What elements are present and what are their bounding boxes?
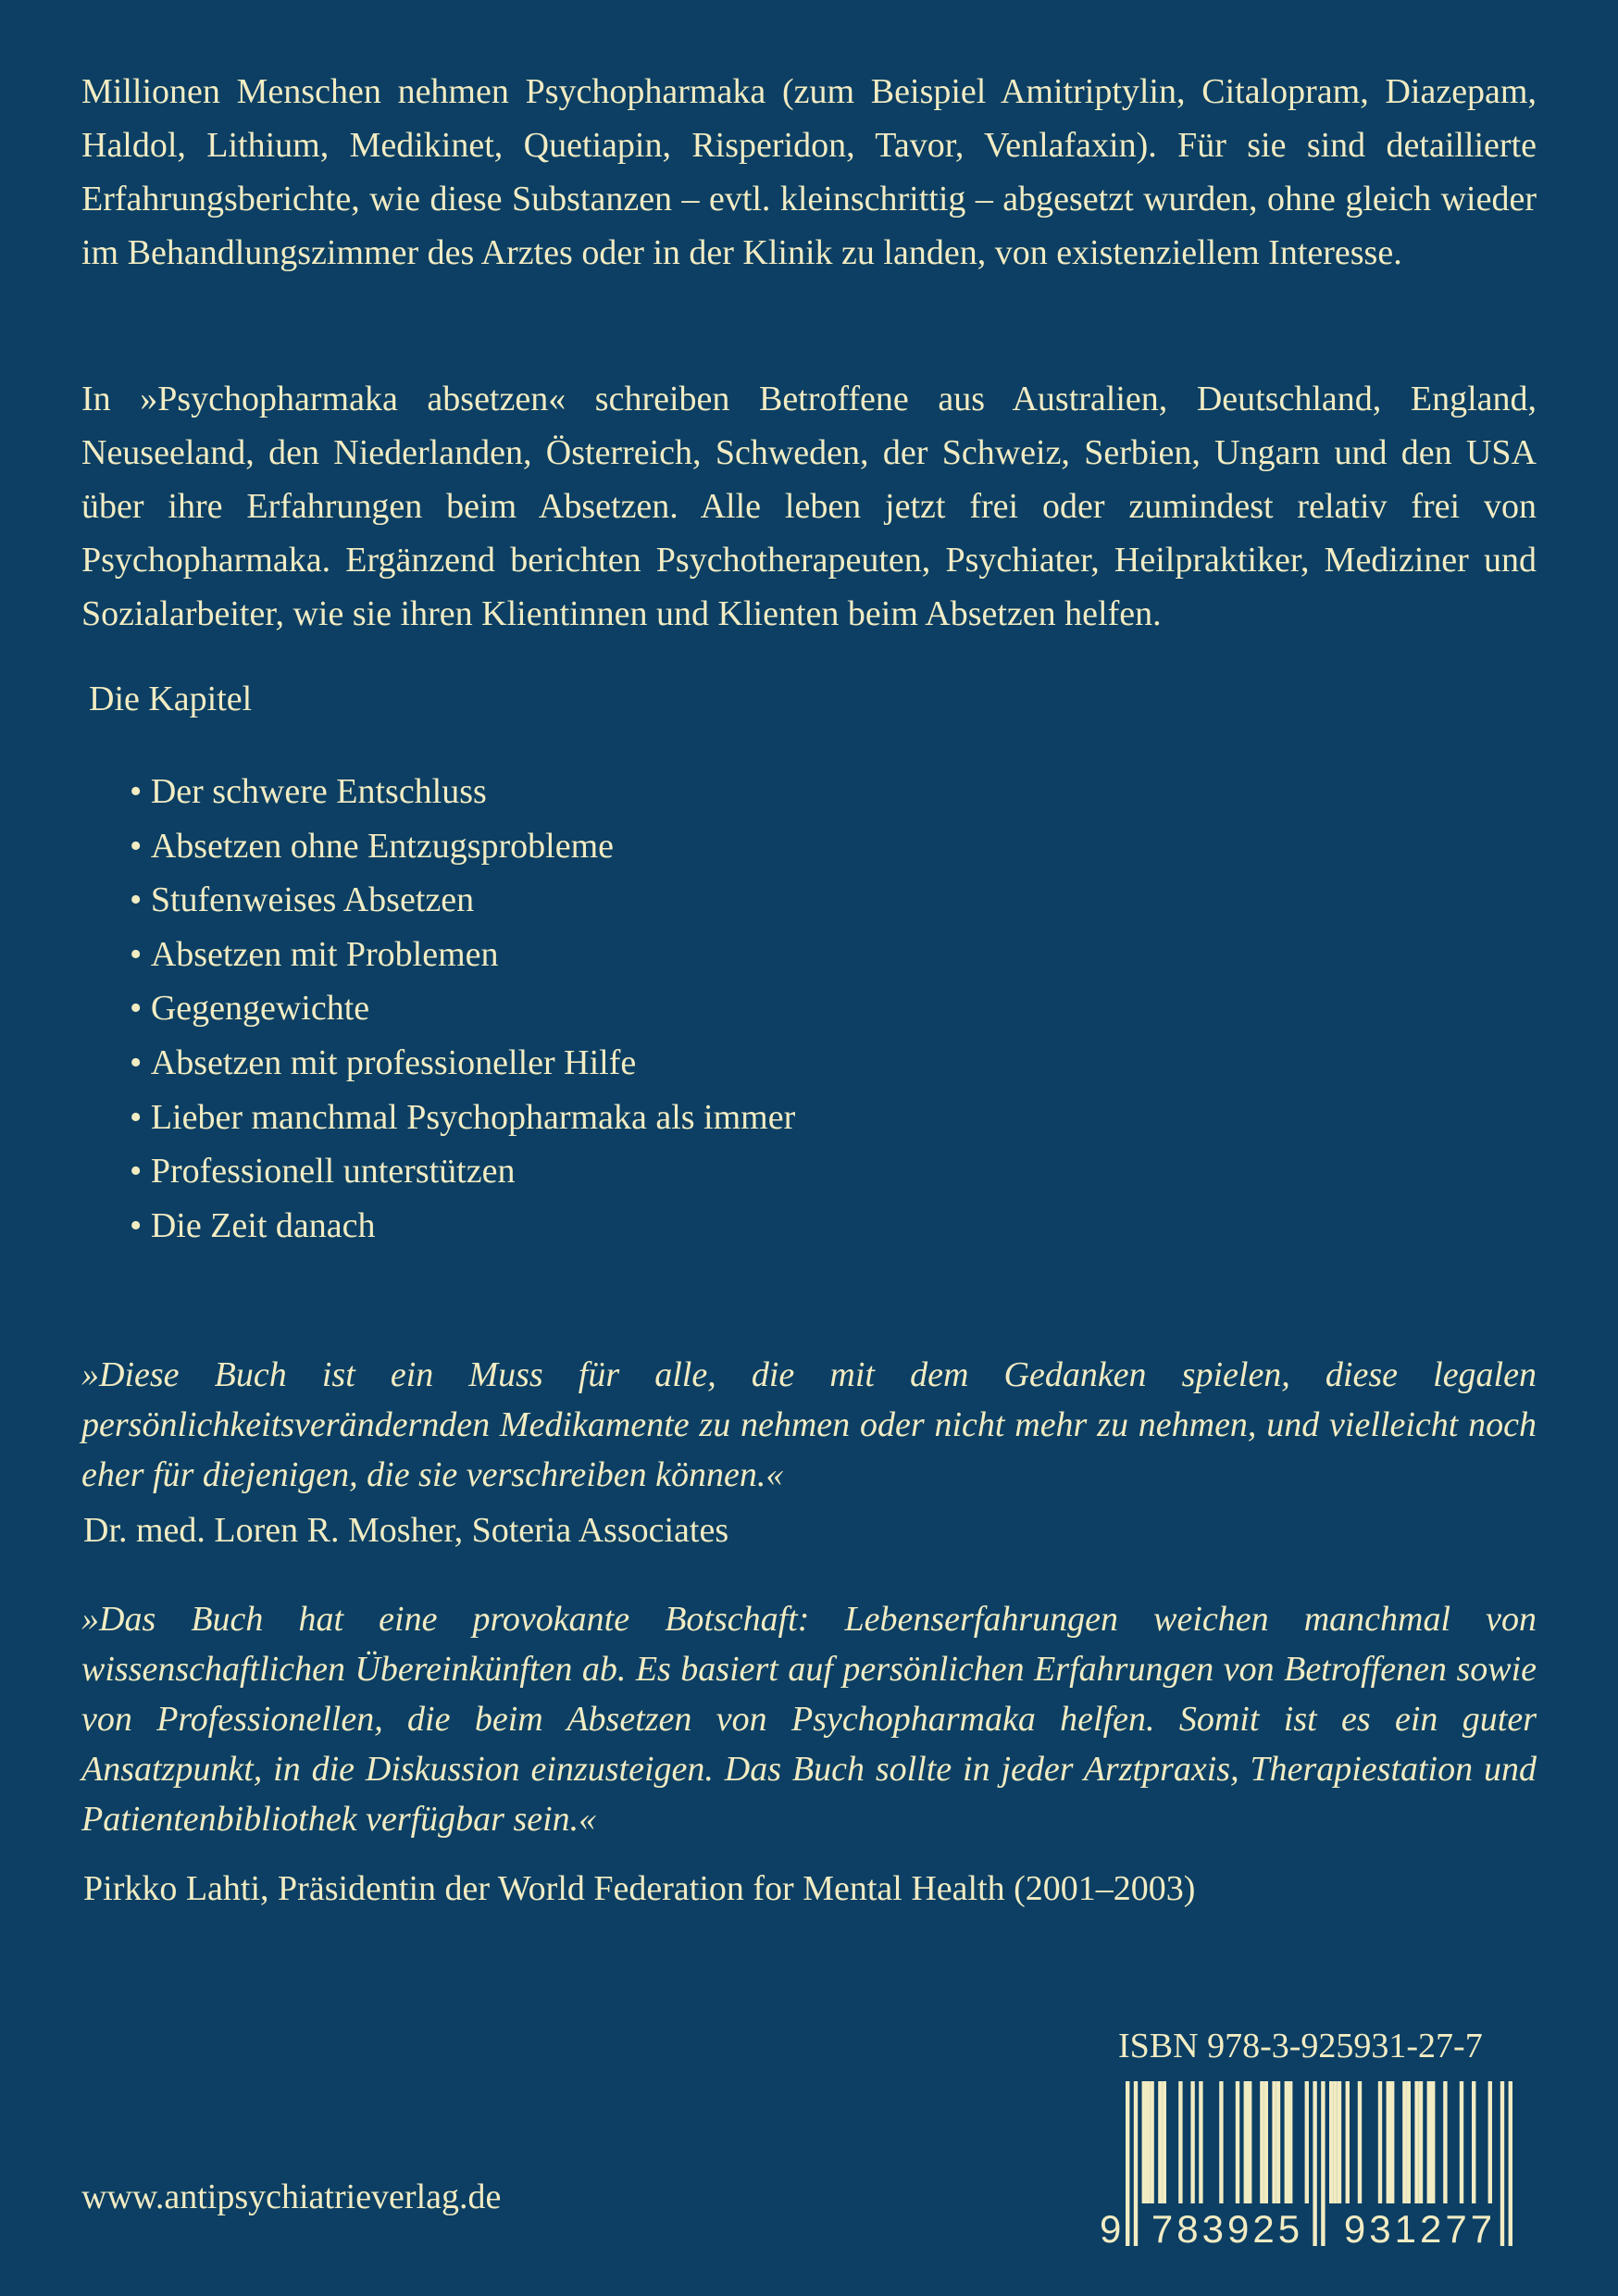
chapter-item: • Der schwere Entschluss [130,768,795,823]
barcode-bar [1460,2081,1463,2203]
description-paragraph: In »Psychopharmaka absetzen« schreiben Betroffene aus Australien, Deutschland, England, Neuseeland, den Niederlanden, Österreich, Schweden, der Schweiz, Serbien, Ungarn und den USA über ihre Erfahrungen beim Absetzen. Alle leben jetzt frei oder zumindest relativ frei von Psychopharmaka. Ergänzend berichten Psychotherapeuten, Psychiater, Heilpraktiker, Mediziner und Sozialarbeiter, wie sie ihren Klientinnen und Klienten beim Absetzen helfen. [81,380,1537,633]
barcode-bar [1264,2081,1268,2203]
barcode-bar [1285,2081,1288,2203]
barcode-bar [1288,2081,1292,2203]
barcode-bar [1244,2081,1248,2203]
barcode-bar [1305,2081,1309,2203]
publisher-website[interactable]: www.antipsychiatrieverlag.de [81,2177,502,2216]
barcode-bar [1178,2081,1182,2203]
barcode-bar [1150,2081,1153,2203]
barcode-bar [1338,2081,1341,2203]
barcode-bar [1387,2081,1390,2203]
chapters-heading: Die Kapitel [89,680,253,718]
barcode-bar [1414,2081,1418,2203]
chapter-item: • Lieber manchmal Psychopharmaka als immer [130,1094,795,1149]
barcode-bar [1358,2081,1362,2203]
chapter-item: • Stufenweises Absetzen [130,877,795,931]
barcode-bar [1390,2081,1394,2203]
barcode-bar [1443,2081,1447,2203]
isbn-barcode [1100,2081,1537,2257]
barcode-bar [1142,2081,1146,2203]
barcode-bar [1276,2081,1280,2203]
isbn-label: ISBN 978-3-925931-27-7 [1118,2027,1483,2065]
barcode-bar [1378,2081,1382,2203]
barcode-bar [1272,2081,1276,2203]
barcode-bar [1427,2081,1431,2203]
barcode-digits [1100,2206,1537,2252]
chapter-list [130,768,795,1256]
barcode-bar [1402,2081,1406,2203]
chapter-item: • Absetzen mit Problemen [130,931,795,986]
barcode-left-digits: 783925 [1151,2207,1304,2251]
barcode-bar [1419,2081,1423,2203]
barcode-bar [1407,2081,1411,2203]
barcode-bar [1199,2081,1202,2203]
barcode-bar [1333,2081,1337,2203]
barcode-bar [1236,2081,1239,2203]
chapter-item: • Die Zeit danach [130,1203,795,1257]
chapter-item: • Absetzen ohne Entzugsprobleme [130,823,795,878]
barcode-bar [1219,2081,1223,2203]
quote-mosher: »Diese Buch ist ein Muss für alle, die mit dem Gedanken spielen, diese legalen persönlichkeitsverändernden Medikamente zu nehmen oder nicht mehr zu nehmen, und vielleicht noch eher für diejenigen, die sie verschreiben können.« [81,1355,1537,1494]
chapter-item: • Professionell unterstützen [130,1148,795,1203]
barcode-bar [1190,2081,1194,2203]
intro-paragraph: Millionen Menschen nehmen Psychopharmaka (zum Beispiel Amitriptylin, Citalopram, Diazepam, Haldol, Lithium, Medikinet, Quetiapin, Risperidon, Tavor, Venlafaxin). Für sie sind detaillierte Erfahrungsberichte, wie diese Substanzen – evtl. kleinschrittig – abgesetzt wurden, ohne gleich wieder im Behandlungszimmer des Arztes oder in der Klinik zu landen, von existenziellem Interesse. [81,72,1537,272]
barcode-bar [1488,2081,1492,2203]
barcode-bar [1146,2081,1150,2203]
quote-lahti: »Das Buch hat eine provokante Botschaft: Lebenserfahrungen weichen manchmal von wissenschaftlichen Übereinkünften ab. Es basiert auf persönlichen Erfahrungen von Betroffenen sowie von Professionellen, die beim Absetzen von Psychopharmaka helfen. Somit ist es ein guter Ansatzpunkt, in die Diskussion einzusteigen. Das Buch sollte in jeder Arztpraxis, Therapiestation und Patientenbibliothek verfügbar sein.« [81,1600,1537,1839]
barcode-right-digits: 931277 [1343,2207,1497,2251]
barcode-bar [1329,2081,1333,2203]
barcode-bar [1472,2081,1475,2203]
barcode-first-digit: 9 [1100,2207,1122,2251]
barcode-bar [1163,2081,1166,2203]
barcode-bar [1260,2081,1263,2203]
barcode-bar [1248,2081,1251,2203]
chapter-item: • Gegengewichte [130,985,795,1040]
quote-attribution-mosher: Dr. med. Loren R. Mosher, Soteria Associates [83,1511,729,1550]
chapter-item: • Absetzen mit professioneller Hilfe [130,1040,795,1094]
barcode-bar [1158,2081,1162,2203]
barcode-bar [1346,2081,1350,2203]
quote-attribution-lahti: Pirkko Lahti, Präsidentin der World Federation for Mental Health (2001–2003) [83,1869,1196,1908]
barcode-bar [1431,2081,1435,2203]
